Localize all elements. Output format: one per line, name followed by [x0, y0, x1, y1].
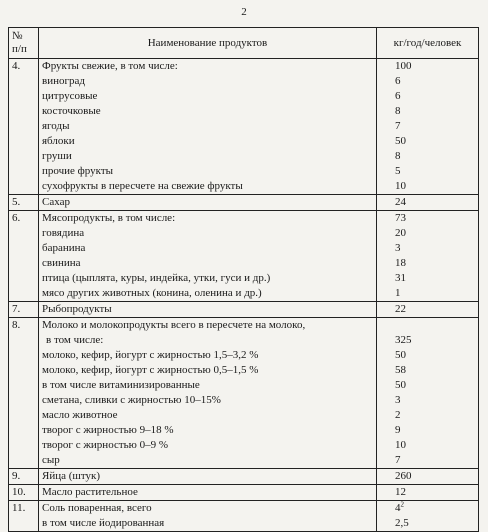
table-row	[9, 59, 479, 195]
product-value	[395, 423, 475, 438]
header-number	[9, 28, 39, 59]
product-name: мясо других животных (конина, оленина и др.)	[42, 287, 262, 299]
product-value	[395, 89, 475, 104]
product-value-text: 50	[395, 349, 406, 361]
product-value	[395, 438, 475, 453]
product-values-cell	[377, 302, 479, 318]
product-value-text: 4	[395, 502, 401, 514]
product-value-text: 1	[395, 287, 401, 299]
product-value-text: 100	[395, 60, 412, 72]
product-name: сухофрукты в пересчете на свежие фрукты	[42, 180, 243, 192]
product-value	[395, 348, 475, 363]
product-names-cell	[39, 302, 377, 318]
product-name: баранина	[42, 242, 86, 254]
product-value	[395, 241, 475, 256]
header-product-name: Наименование продуктов	[39, 28, 377, 59]
table-row	[9, 302, 479, 318]
product-values-cell	[377, 195, 479, 211]
product-value	[395, 453, 475, 468]
product-value	[395, 149, 475, 164]
header-number-line2: п/п	[12, 43, 27, 55]
product-value-text: 3	[395, 394, 401, 406]
table-row	[9, 485, 479, 501]
product-name: цитрусовые	[42, 90, 98, 102]
product-name: в том числе витаминизированные	[42, 379, 200, 391]
product-value	[395, 363, 475, 378]
product-value-text: 2	[395, 409, 401, 421]
product-value	[395, 408, 475, 423]
product-names-cell	[39, 485, 377, 501]
product-name: прочие фрукты	[42, 165, 114, 177]
product-name: Мясопродукты, в том числе:	[42, 212, 176, 224]
table-row	[9, 195, 479, 211]
product-name: молоко, кефир, йогурт с жирностью 0,5–1,5 %	[42, 364, 259, 376]
row-number: 9.	[9, 469, 39, 485]
table-header-row	[9, 28, 479, 59]
product-value-text: 24	[395, 196, 406, 208]
product-value	[395, 302, 475, 317]
product-value-text: 18	[395, 257, 406, 269]
product-name: говядина	[42, 227, 85, 239]
product-value	[395, 164, 475, 179]
product-value	[395, 59, 475, 74]
footnote-marker: 2	[400, 501, 404, 509]
product-names-cell	[39, 318, 377, 469]
product-name: Рыбопродукты	[42, 303, 112, 315]
row-number: 11.	[9, 501, 39, 532]
product-value-text: 8	[395, 150, 401, 162]
product-value-text: 3	[395, 242, 401, 254]
product-value-text: 58	[395, 364, 406, 376]
product-name: молоко, кефир, йогурт с жирностью 1,5–3,2 %	[42, 349, 259, 361]
table-row	[9, 318, 479, 469]
product-name: сметана, сливки с жирностью 10–15%	[42, 394, 221, 406]
product-value	[395, 393, 475, 408]
product-value-text: 31	[395, 272, 406, 284]
product-values-cell	[377, 318, 479, 469]
product-value	[395, 256, 475, 271]
product-value-text: 5	[395, 165, 401, 177]
product-value	[395, 485, 475, 500]
product-value-text: 10	[395, 439, 406, 451]
product-value-text: 6	[395, 90, 401, 102]
product-value-text: 7	[395, 120, 401, 132]
product-value	[395, 318, 475, 333]
product-name: Сахар	[42, 196, 70, 208]
product-values-cell	[377, 59, 479, 195]
product-name: груши	[42, 150, 72, 162]
product-value-text: 325	[395, 334, 412, 346]
product-value	[395, 333, 475, 348]
product-name: яблоки	[42, 135, 75, 147]
product-name: Молоко и молокопродукты всего в пересчете на молоко,	[42, 319, 306, 331]
page-number: 2	[241, 6, 247, 18]
product-value	[395, 211, 475, 226]
product-value	[395, 134, 475, 149]
table-row	[9, 211, 479, 302]
product-value-text: 50	[395, 135, 406, 147]
product-value-text: 22	[395, 303, 406, 315]
product-name: ягоды	[42, 120, 70, 132]
product-names-cell	[39, 211, 377, 302]
product-name: Яйца (штук)	[42, 470, 101, 482]
product-value	[395, 469, 475, 484]
row-number: 10.	[9, 485, 39, 501]
product-name: свинина	[42, 257, 81, 269]
product-value-text: 73	[395, 212, 406, 224]
product-value	[395, 104, 475, 119]
row-number: 6.	[9, 211, 39, 302]
product-name: творог с жирностью 9–18 %	[42, 424, 174, 436]
food-norms-table	[8, 27, 479, 532]
product-value	[395, 226, 475, 241]
product-name: в том числе:	[46, 334, 104, 346]
product-values-cell	[377, 501, 479, 532]
product-name: птица (цыплята, куры, индейка, утки, гуси и др.)	[42, 272, 271, 284]
product-value-text: 20	[395, 227, 406, 239]
product-value-text: 8	[395, 105, 401, 117]
product-value	[395, 74, 475, 89]
product-name: косточковые	[42, 105, 101, 117]
product-name: творог с жирностью 0–9 %	[42, 439, 169, 451]
product-name: Фрукты свежие, в том числе:	[42, 60, 178, 72]
product-value	[395, 286, 475, 301]
product-value-text: 9	[395, 424, 401, 436]
product-values-cell	[377, 469, 479, 485]
product-value	[395, 378, 475, 393]
product-names-cell	[39, 469, 377, 485]
product-name: сыр	[42, 454, 60, 466]
product-name: виноград	[42, 75, 85, 87]
product-value-text: 2,5	[395, 517, 409, 529]
table-row	[9, 469, 479, 485]
row-number: 5.	[9, 195, 39, 211]
product-value	[395, 501, 475, 516]
row-number: 8.	[9, 318, 39, 469]
product-value-text: 12	[395, 486, 406, 498]
product-values-cell	[377, 485, 479, 501]
product-value	[395, 195, 475, 210]
product-value	[395, 179, 475, 194]
product-value-text: 260	[395, 470, 412, 482]
row-number: 7.	[9, 302, 39, 318]
product-value-text: 7	[395, 454, 401, 466]
product-names-cell	[39, 59, 377, 195]
table-row	[9, 501, 479, 532]
product-name: Масло растительное	[42, 486, 138, 498]
product-value	[395, 516, 475, 531]
product-value	[395, 119, 475, 134]
product-value-text: 50	[395, 379, 406, 391]
product-value-text: 10	[395, 180, 406, 192]
product-name: Соль поваренная, всего	[42, 502, 152, 514]
product-names-cell	[39, 501, 377, 532]
product-value-text: 6	[395, 75, 401, 87]
row-number: 4.	[9, 59, 39, 195]
product-name: масло животное	[42, 409, 118, 421]
product-value	[395, 271, 475, 286]
product-names-cell	[39, 195, 377, 211]
product-values-cell	[377, 211, 479, 302]
header-unit: кг/год/человек	[377, 28, 479, 59]
product-name: в том числе йодированная	[42, 517, 165, 529]
header-number-line1: №	[12, 30, 23, 42]
